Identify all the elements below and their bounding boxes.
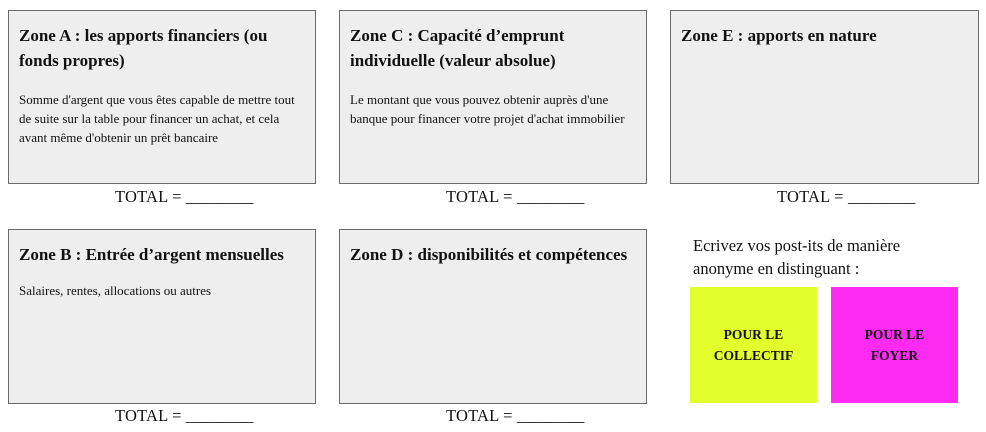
zone-d-title: Zone D : disponibilités et compétences: [350, 245, 628, 264]
postit-collectif-label: POUR LE COLLECTIF: [713, 327, 794, 363]
zone-a-total: TOTAL = ________: [115, 187, 254, 206]
postit-collectif[interactable]: [690, 287, 817, 403]
zone-c-description: Le montant que vous pouvez obtenir auprès d'une banque pour financer votre projet d'achat immobilier: [350, 92, 625, 126]
zone-e-title: Zone E : apports en nature: [681, 26, 877, 45]
zone-d-total: TOTAL = ________: [446, 406, 585, 425]
postit-foyer[interactable]: [831, 287, 958, 403]
postit-foyer-label: POUR LE FOYER: [864, 327, 925, 363]
zone-a-description: Somme d'argent que vous êtes capable de mettre tout de suite sur la table pour financer un achat, et cela avant même d'obtenir un prêt bancaire: [19, 92, 295, 145]
postit-instruction: Ecrivez vos post-its de manière anonyme en distinguant :: [693, 236, 901, 278]
zone-b-title: Zone B : Entrée d’argent mensuelles: [19, 245, 284, 264]
zone-e-total: TOTAL = ________: [777, 187, 916, 206]
zone-a-title: Zone A : les apports financiers (ou fonds propres): [19, 26, 268, 70]
zone-c-title: Zone C : Capacité d’emprunt individuelle (valeur absolue): [350, 26, 565, 70]
zone-b-box: [8, 229, 316, 404]
zone-c-total: TOTAL = ________: [446, 187, 585, 206]
zone-a-box: [8, 10, 316, 184]
zone-d-box: [339, 229, 647, 404]
zone-b-description: Salaires, rentes, allocations ou autres: [19, 283, 212, 298]
zone-b-total: TOTAL = ________: [115, 406, 254, 425]
zone-c-box: [339, 10, 647, 184]
zone-e-box: [670, 10, 979, 184]
